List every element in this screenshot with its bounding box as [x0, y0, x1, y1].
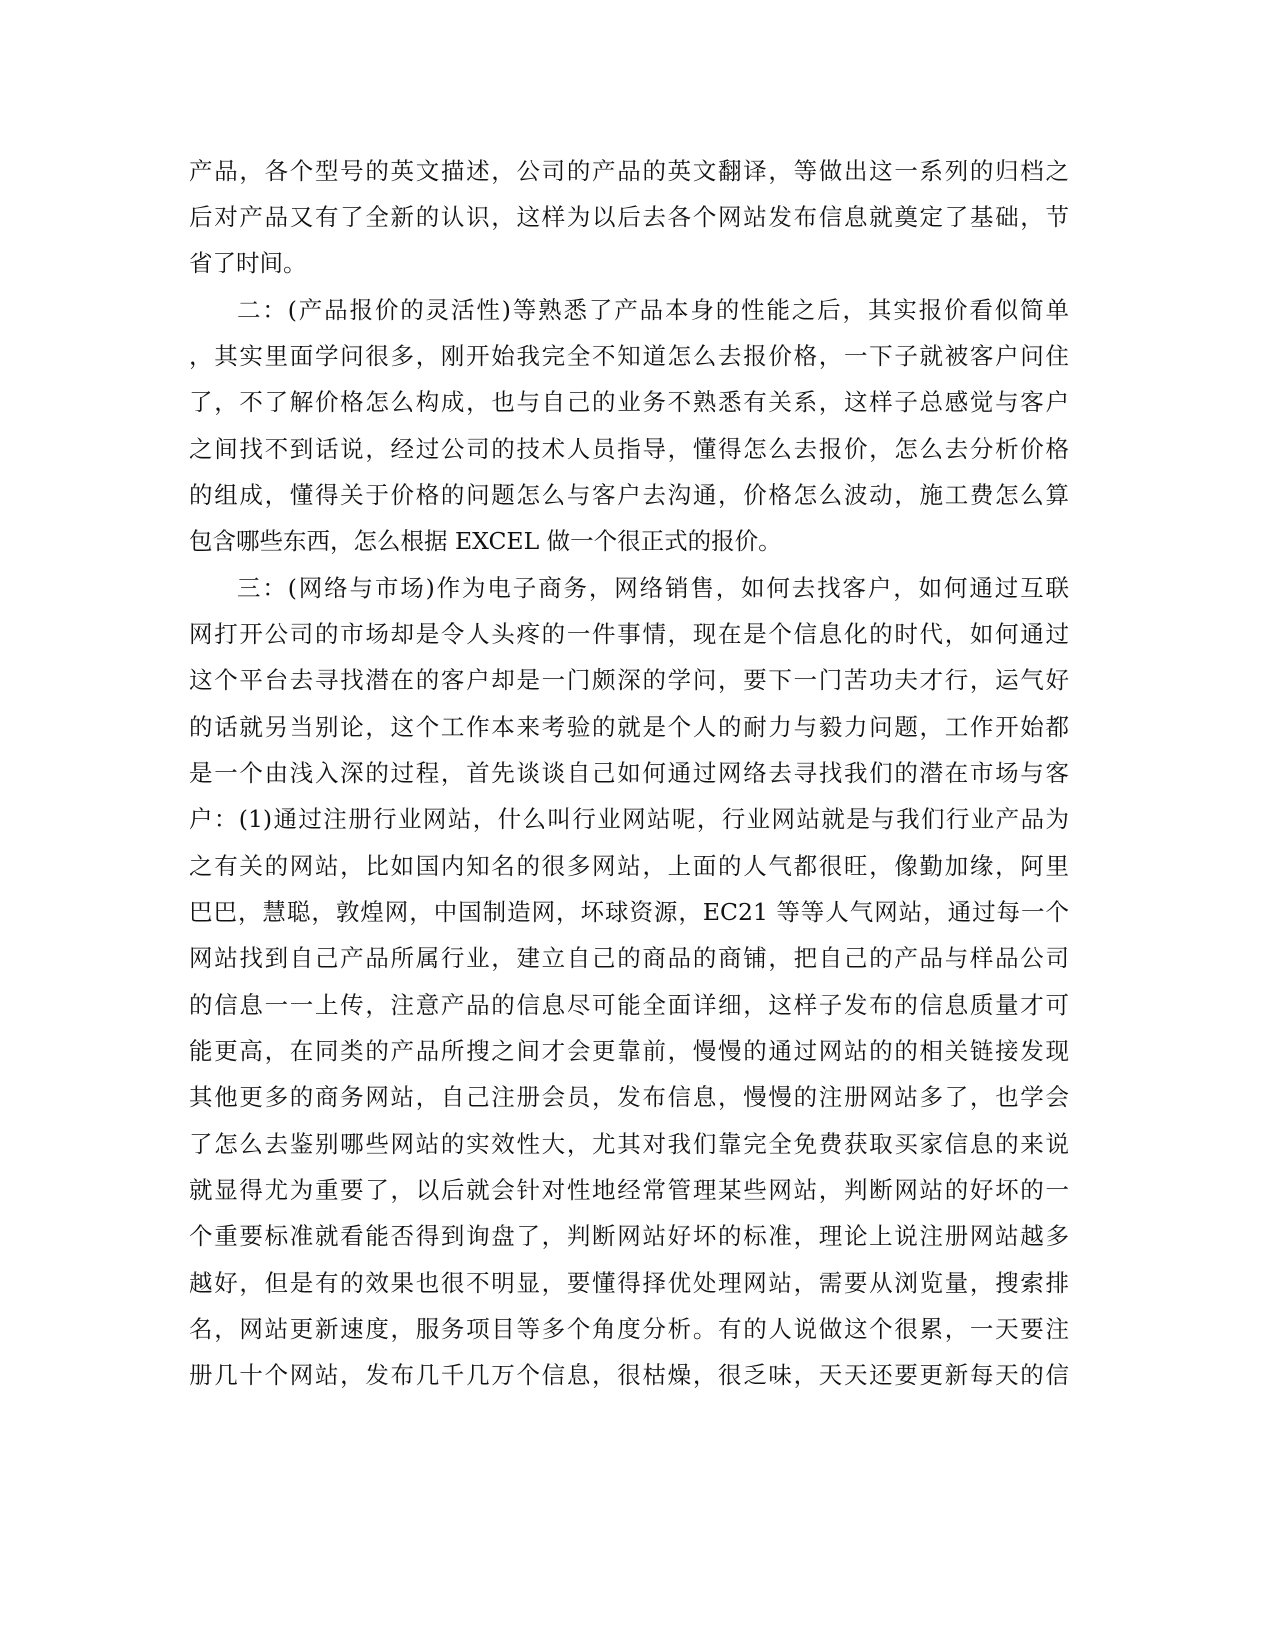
text-line: 了怎么去鉴别哪些网站的实效性大，尤其对我们靠完全免费获取买家信息的来说	[189, 1130, 1069, 1158]
text-line: 越好，但是有的效果也很不明显，要懂得择优处理网站，需要从浏览量，搜索排	[189, 1269, 1069, 1297]
text-line: 能更高，在同类的产品所搜之间才会更靠前，慢慢的通过网站的的相关链接发现	[189, 1037, 1069, 1065]
text-line: 的信息一一上传，注意产品的信息尽可能全面详细，这样子发布的信息质量才可	[189, 991, 1069, 1019]
text-line: 个重要标准就看能否得到询盘了，判断网站好坏的标准，理论上说注册网站越多	[189, 1222, 1069, 1250]
text-line: 巴巴，慧聪，敦煌网，中国制造网，坏球资源，EC21 等等人气网站，通过每一个	[189, 898, 1069, 926]
text-line: 就显得尤为重要了，以后就会针对性地经常管理某些网站，判断网站的好坏的一	[189, 1176, 1069, 1204]
text-line: 名，网站更新速度，服务项目等多个角度分析。有的人说做这个很累，一天要注	[189, 1315, 1069, 1343]
text-line: 是一个由浅入深的过程，首先谈谈自己如何通过网络去寻找我们的潜在市场与客	[189, 759, 1069, 787]
text-line: 产品，各个型号的英文描述，公司的产品的英文翻译，等做出这一系列的归档之	[189, 157, 1069, 185]
text-line: 之间找不到话说，经过公司的技术人员指导，懂得怎么去报价，怎么去分析价格	[189, 435, 1069, 463]
text-line: 后对产品又有了全新的认识，这样为以后去各个网站发布信息就奠定了基础，节	[189, 203, 1069, 231]
text-line: 其他更多的商务网站，自己注册会员，发布信息，慢慢的注册网站多了，也学会	[189, 1083, 1069, 1111]
paragraph-2-start: 二：(产品报价的灵活性)等熟悉了产品本身的性能之后，其实报价看似简单	[237, 296, 1069, 324]
text-line: 的组成，懂得关于价格的问题怎么与客户去沟通，价格怎么波动，施工费怎么算	[189, 481, 1069, 509]
text-line: 册几十个网站，发布几千几万个信息，很枯燥，很乏味，天天还要更新每天的信	[189, 1361, 1069, 1389]
text-line: 了，不了解价格怎么构成，也与自己的业务不熟悉有关系，这样子总感觉与客户	[189, 388, 1069, 416]
text-line: 的话就另当别论，这个工作本来考验的就是个人的耐力与毅力问题，工作开始都	[189, 713, 1069, 741]
text-line: 这个平台去寻找潜在的客户却是一门颇深的学问，要下一门苦功夫才行，运气好	[189, 666, 1069, 694]
paragraph-3-start: 三：(网络与市场)作为电子商务，网络销售，如何去找客户，如何通过互联	[237, 574, 1069, 602]
text-line: 包含哪些东西，怎么根据 EXCEL 做一个很正式的报价。	[189, 527, 782, 555]
text-line: 网站找到自己产品所属行业，建立自己的商品的商铺，把自己的产品与样品公司	[189, 944, 1069, 972]
text-line: 之有关的网站，比如国内知名的很多网站，上面的人气都很旺，像勤加缘，阿里	[189, 852, 1069, 880]
text-line: ，其实里面学问很多，刚开始我完全不知道怎么去报价格，一下子就被客户问住	[189, 342, 1069, 370]
text-line: 网打开公司的市场却是令人头疼的一件事情，现在是个信息化的时代，如何通过	[189, 620, 1069, 648]
text-line: 省了时间。	[189, 249, 307, 277]
text-line: 户：(1)通过注册行业网站，什么叫行业网站呢，行业网站就是与我们行业产品为	[189, 805, 1069, 833]
